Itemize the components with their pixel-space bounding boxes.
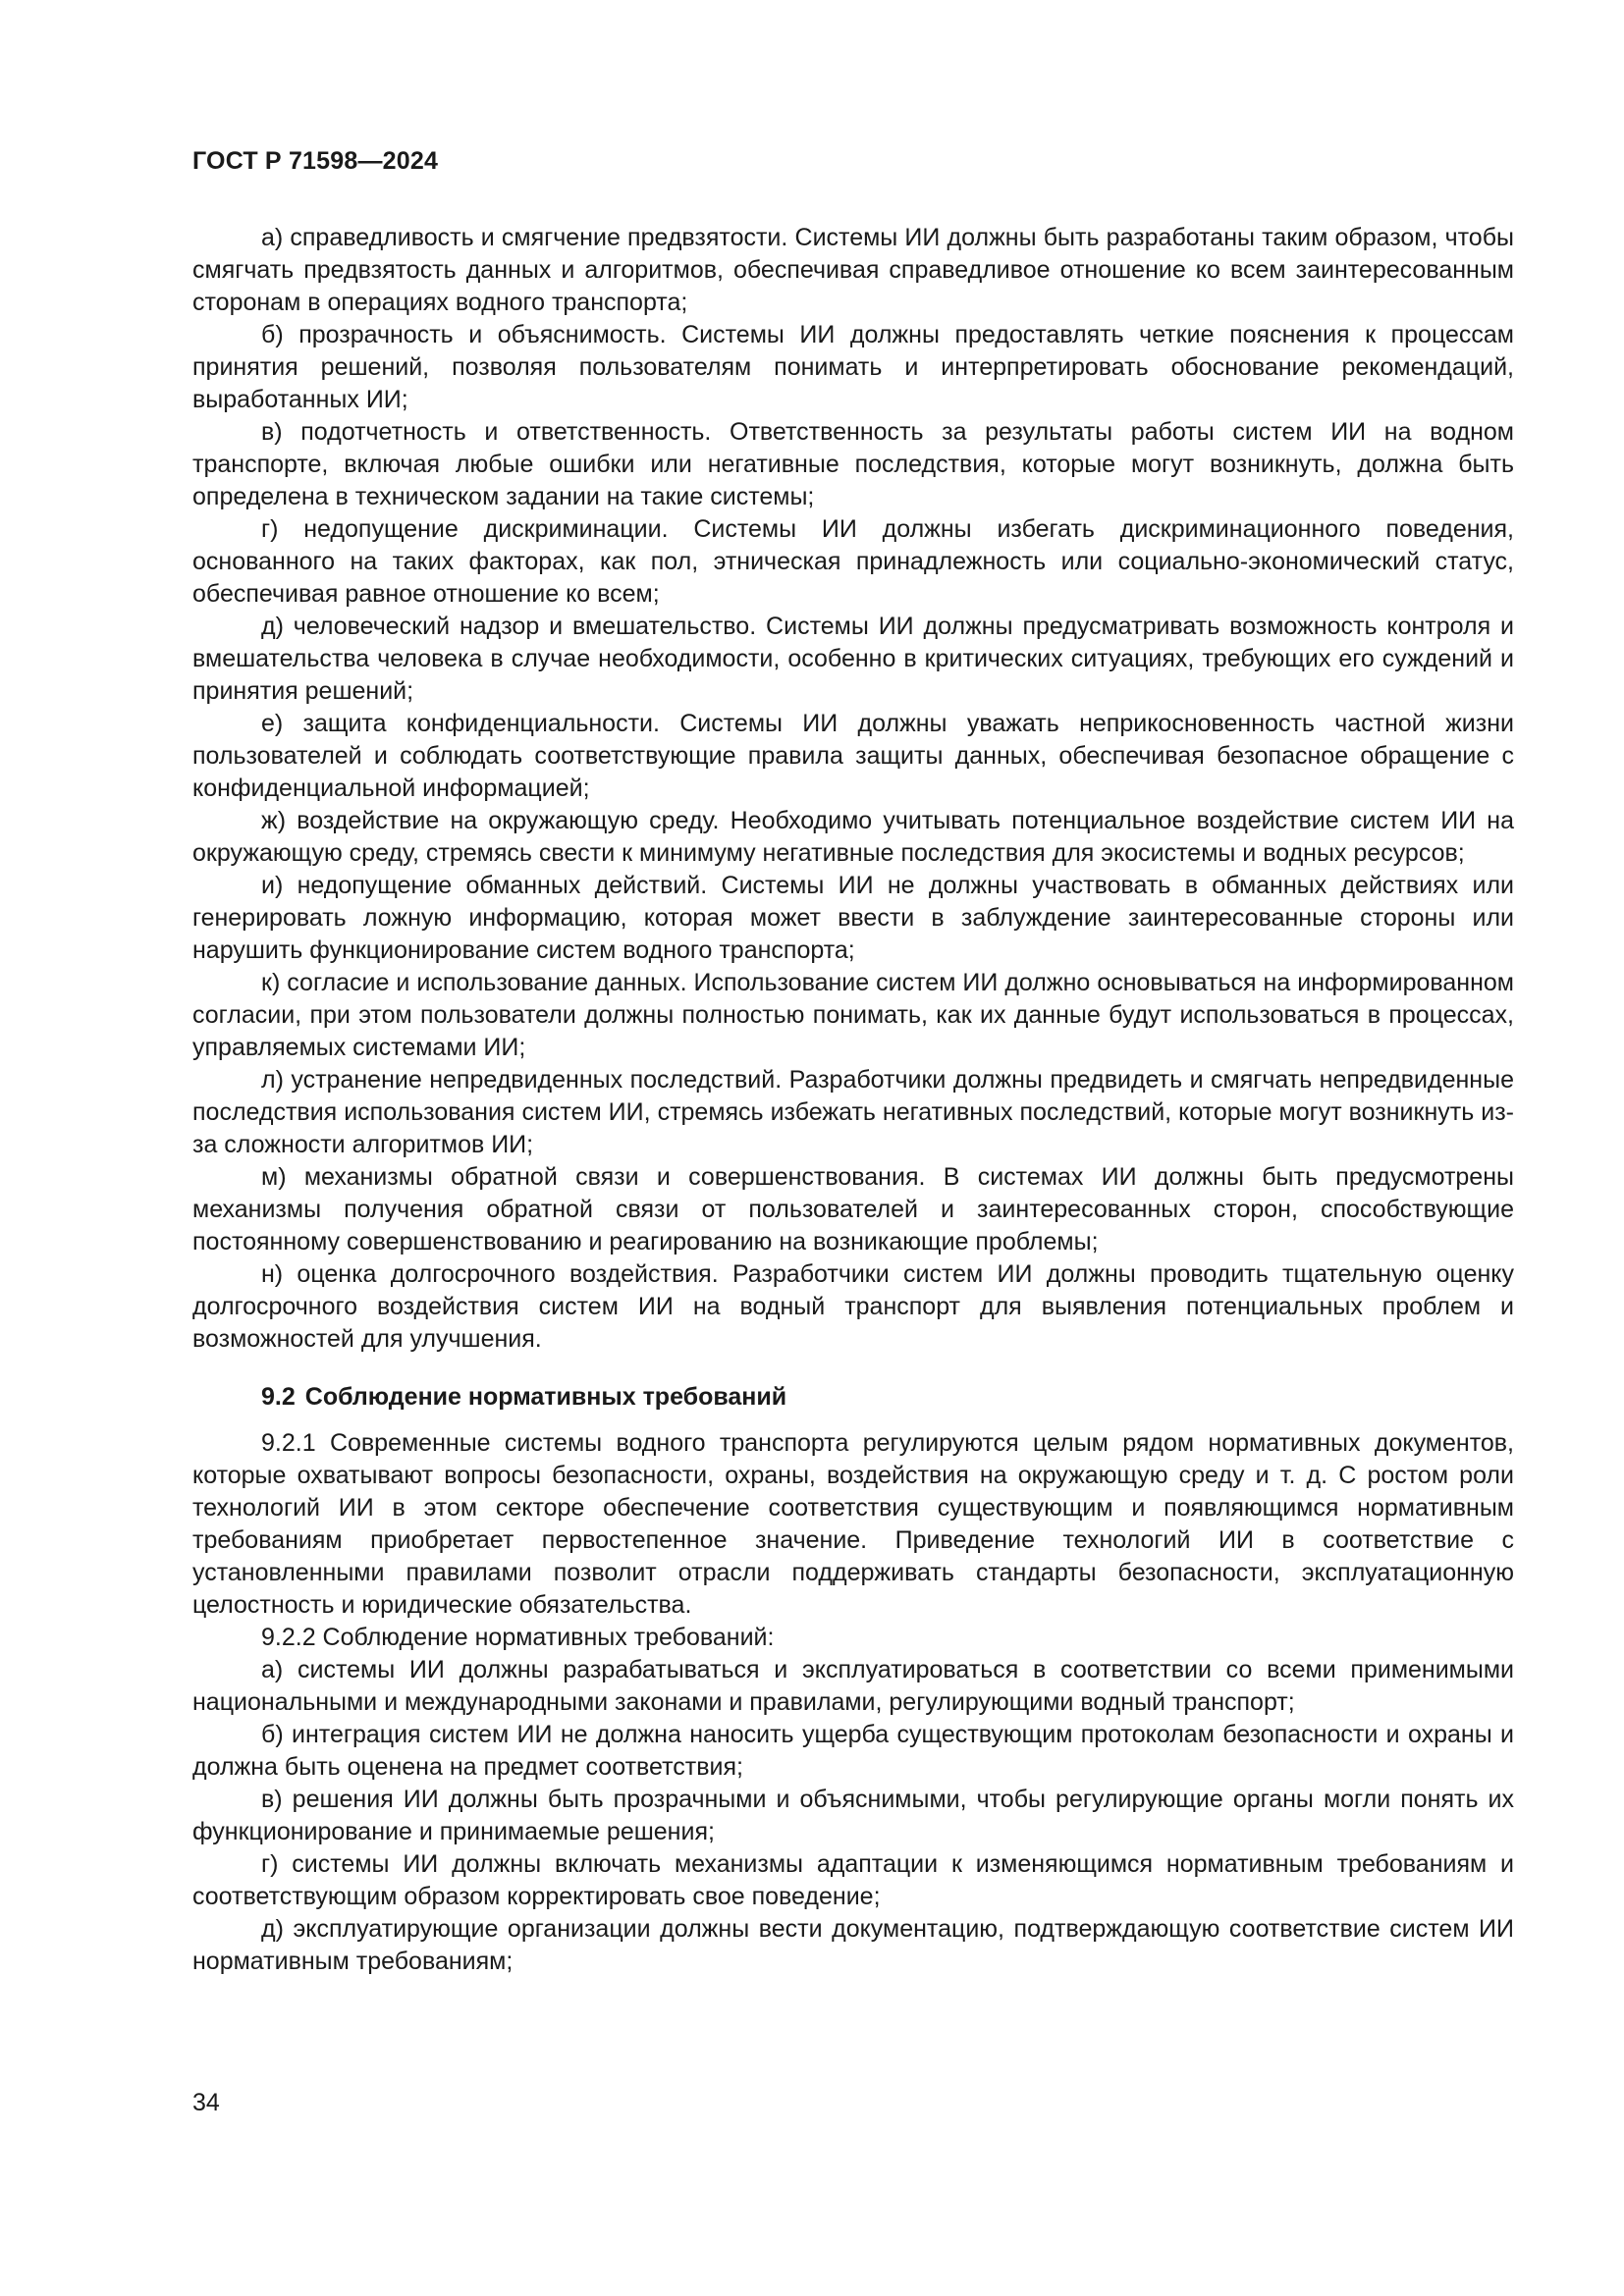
document-header: ГОСТ Р 71598—2024 [192,147,439,175]
page-number: 34 [192,2089,220,2116]
list-item-b: б) прозрачность и объяснимость. Системы ИИ должны предоставлять четкие пояснения к процессам принятия решений, позволяя пользователям понимать и интерпретировать обоснование рекомендаций, выработанных ИИ; [192,321,1514,413]
section-heading [192,1381,1514,1414]
list-item-a: а) справедливость и смягчение предвзятости. Системы ИИ должны быть разработаны таким образом, чтобы смягчать предвзятость данных и алгоритмов, обеспечивая справедливое отношение ко всем заинтересованным сторонам в операциях водного транспорта; [192,224,1514,316]
list-item-d: д) человеческий надзор и вмешательство. Системы ИИ должны предусматривать возможность контроля и вмешательства человека в случае необходимости, особенно в критических ситуациях, требующих его суждений и принятия решений; [192,613,1514,705]
list-item-n: н) оценка долгосрочного воздействия. Разработчики систем ИИ должны проводить тщательную оценку долгосрочного воздействия систем ИИ на водный транспорт для выявления потенциальных проблем и возможностей для улучшения. [192,1260,1514,1353]
section-title: Соблюдение нормативных требований [304,1383,787,1411]
list-item-e: е) защита конфиденциальности. Системы ИИ должны уважать неприкосновенность частной жизни пользователей и соблюдать соответствующие правила защиты данных, обеспечивая безопасное обращение с конфиденциальной информацией; [192,710,1514,802]
compliance-item-g: г) системы ИИ должны включать механизмы адаптации к изменяющимся нормативным требованиям и соответствующим образом корректировать свое поведение; [192,1850,1514,1910]
list-item-l: л) устранение непредвиденных последствий. Разработчики должны предвидеть и смягчать непредвиденные последствия использования систем ИИ, стремясь избежать негативных последствий, которые могут возникнуть из-за сложности алгоритмов ИИ; [192,1066,1514,1158]
compliance-item-a: а) системы ИИ должны разрабатываться и эксплуатироваться в соответствии со всеми применимыми национальными и международными законами и правилами, регулирующими водный транспорт; [192,1656,1514,1716]
clause-9-2-2: 9.2.2 Соблюдение нормативных требований: [261,1624,775,1651]
list-item-v: в) подотчетность и ответственность. Ответственность за результаты работы систем ИИ на водном транспорте, включая любые ошибки или негативные последствия, которые могут возникнуть, должна быть определена в техническом задании на такие системы; [192,418,1514,510]
list-item-m: м) механизмы обратной связи и совершенствования. В системах ИИ должны быть предусмотрены механизмы получения обратной связи от пользователей и заинтересованных сторон, способствующие постоянному совершенствованию и реагированию на возникающие проблемы; [192,1163,1514,1255]
list-item-g: г) недопущение дискриминации. Системы ИИ должны избегать дискриминационного поведения, основанного на таких факторах, как пол, этническая принадлежность или социально-экономический статус, обеспечивая равное отношение ко всем; [192,515,1514,608]
compliance-item-d: д) эксплуатирующие организации должны вести документацию, подтверждающую соответствие систем ИИ нормативным требованиям; [192,1915,1514,1975]
compliance-item-b: б) интеграция систем ИИ не должна наносить ущерба существующим протоколам безопасности и охраны и должна быть оценена на предмет соответствия; [192,1721,1514,1781]
compliance-item-v: в) решения ИИ должны быть прозрачными и объяснимыми, чтобы регулирующие органы могли понять их функционирование и принимаемые решения; [192,1786,1514,1845]
list-item-zh: ж) воздействие на окружающую среду. Необходимо учитывать потенциальное воздействие систем ИИ на окружающую среду, стремясь свести к минимуму негативные последствия для экосистемы и водных ресурсов; [192,807,1514,867]
clause-9-2-1: 9.2.1 Современные системы водного транспорта регулируются целым рядом нормативных документов, которые охватывают вопросы безопасности, охраны, воздействия на окружающую среду и т. д. С ростом роли технологий ИИ в этом секторе обеспечение соответствия существующим и появляющимся нормативным требованиям приобретает первостепенное значение. Приведение технологий ИИ в соответствие с установленными правилами позволит отрасли поддерживать стандарты безопасности, эксплуатационную целостность и юридические обязательства. [192,1429,1514,1619]
list-item-i: и) недопущение обманных действий. Системы ИИ не должны участвовать в обманных действиях или генерировать ложную информацию, которая может ввести в заблуждение заинтересованные стороны или нарушить функционирование систем водного транспорта; [192,872,1514,964]
list-item-k: к) согласие и использование данных. Использование систем ИИ должно основываться на информированном согласии, при этом пользователи должны полностью понимать, как их данные будут использоваться в процессах, управляемых системами ИИ; [192,969,1514,1061]
document-body [192,222,1514,1978]
section-number: 9.2 [261,1383,296,1411]
